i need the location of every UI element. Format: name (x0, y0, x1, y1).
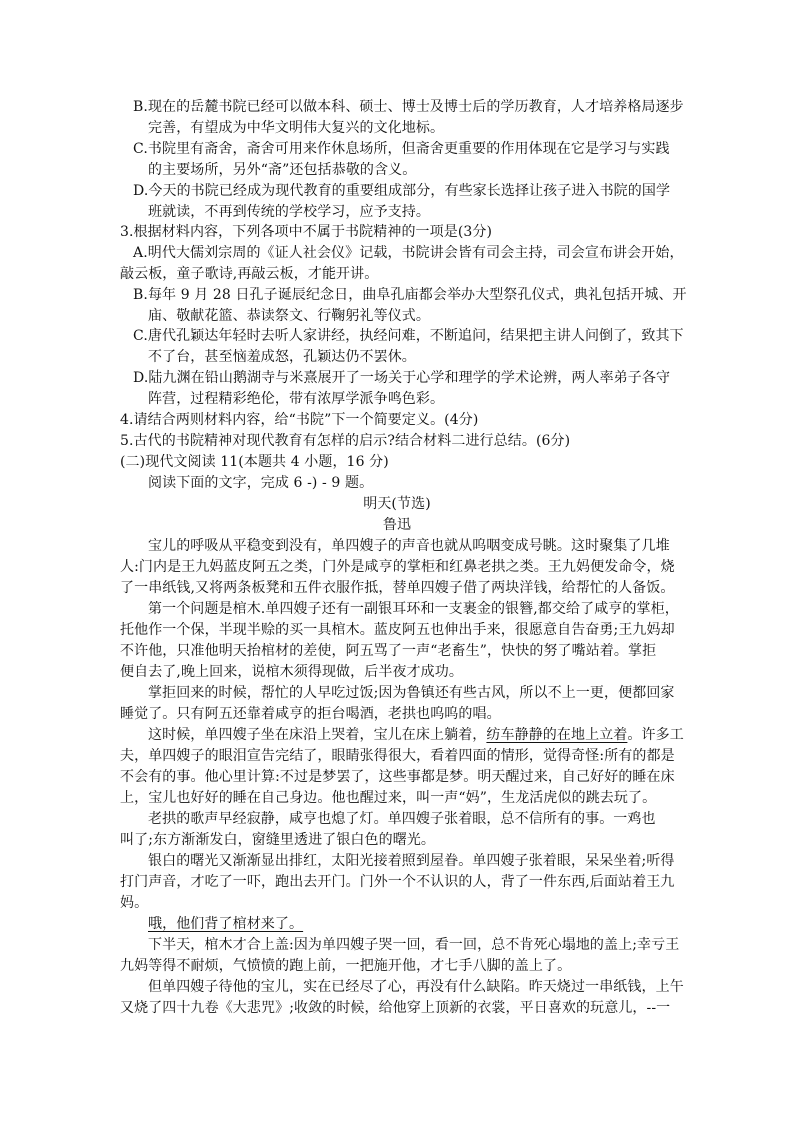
q3-stem: 3.根据材料内容，下列各项中不属于书院精神的一项是(3分) (120, 224, 493, 240)
passage-p2-line3: 不许他，只准他明天抬棺材的差使，阿五骂了一声“老畜生”，快快的努了嘴站着。掌拒 (120, 643, 657, 659)
q3-option-c-line1: C.唐代孔颖达年轻时去听人家讲经，执经问难，不断追问，结果把主讲人问倒了，致其下 (133, 328, 684, 344)
passage-p4-line2: 夫，单四嫂子的眼泪宣告完结了，眼睛张得很大，看着四面的情形，觉得奇怪:所有的都是 (120, 748, 675, 764)
passage-p1-line2: 人:门内是王九妈蓝皮阿五之类，门外是咸亨的掌柜和红鼻老拱之类。王九妈便发命令，烧 (120, 559, 675, 575)
q3-option-b-line1: B.每年 9 月 28 日孔子诞辰纪念日，曲阜孔庙都会举办大型祭孔仪式，典礼包括开城、开 (133, 287, 687, 303)
q2-option-d-line1: D.今天的书院已经成为现代教育的重要组成部分，有些家长选择让孩子进入书院的国学 (133, 183, 671, 199)
q3-option-d-line2: 阵营，过程精彩绝伦，带有浓厚学派争鸣色彩。 (148, 391, 445, 407)
q4: 4.请结合两则材料内容，给“书院”下一个简要定义。(4分) (120, 412, 479, 428)
passage-p5-line2: 叫了;东方渐渐发白，窗缝里透进了银白色的曙光。 (120, 832, 436, 848)
passage-p9-line1: 但单四嫂子待他的宝儿，实在已经尽了心，再没有什么缺陷。昨天烧过一串纸钱，上午 (148, 979, 684, 995)
q3-option-b-line2: 庙、敬献花篮、恭读祭文、行鞠躬礼等仪式。 (148, 308, 430, 324)
passage-p2-line1: 第一个问题是棺木.单四嫂子还有一副银耳环和一支裹金的银簪,都交给了咸亨的掌柜， (148, 601, 679, 617)
passage-p6-line1: 银白的曙光又渐渐显出排红，太阳光接着照到屋眷。单四嫂子张着眼，呆呆坐着;听得 (148, 853, 675, 869)
passage-p4-line1 (148, 725, 684, 745)
q5: 5.古代的书院精神对现代教育有怎样的启示?结合材料二进行总结。(6分) (120, 433, 571, 449)
passage-p4-text-b: 。许多工 (627, 727, 684, 743)
passage-p4-line3: 不会有的事。他心里计算:不过是梦罢了，这些事都是梦。明天醒过来，自己好好的睡在床 (120, 769, 675, 785)
passage-p4-text-a: 这时候，单四嫂子坐在床沿上哭着，宝儿在床上躺着， (148, 727, 487, 743)
reading-instruction: 阅读下面的文字，完成 6 -) - 9 题。 (148, 475, 374, 491)
passage-p4-underlined-phrase: 纺车静静的在地上立着 (486, 727, 628, 743)
passage-p7-underlined: 哦，他们背了棺材来了。 (148, 916, 304, 932)
passage-title: 明天(节选) (363, 496, 431, 512)
passage-p8-line2: 九妈等得不耐烦，气愤愤的跑上前，一把施开他，才七手八脚的盖上了。 (120, 958, 572, 974)
passage-author: 鲁迅 (382, 517, 412, 533)
section-heading: (二)现代文阅读 11(本题共 4 小题，16 分) (120, 454, 389, 470)
q2-option-c-line1: C.书院里有斋舍，斋舍可用来作休息场所，但斋舍更重要的作用体现在它是学习与实践 (133, 141, 670, 157)
q3-option-d-line1: D.陆九渊在铅山鹅湖寺与米熹展开了一场关于心学和理学的学术论辨，两人率弟子各守 (133, 370, 671, 386)
passage-p2-line2: 托他作一个保，半现半赊的买一具棺木。蓝皮阿五也伸出手来，很愿意自告奋勇;王九妈却 (120, 622, 675, 638)
q3-option-c-line2: 不了台，甚至恼羞成怒，孔颖达仍不罢休。 (148, 349, 416, 365)
passage-p4-line4: 上，宝儿也好好的睡在自己身边。他也醒过来，叫一声“妈”，生龙活虎似的跳去玩了。 (120, 790, 657, 806)
q2-option-d-line2: 班就读，不再到传统的学校学习，应予支持。 (148, 204, 430, 220)
passage-p8-line1: 下半天，棺木才合上盖:因为单四嫂子哭一回，看一回，总不肯死心塌地的盖上;幸亏王 (148, 937, 680, 953)
passage-p1-line3: 了一串纸钱,又将两条板凳和五件衣服作抵，替单四嫂子借了两块洋钱，给帮忙的人备饭。 (120, 580, 675, 596)
passage-p3-line1: 掌拒回来的时候，帮忙的人早吃过饭;因为鲁镇还有些古风，所以不上一更，便都回家 (148, 685, 675, 701)
passage-p6-line2: 打门声音，才吃了一吓，跑出去开门。门外一个不认识的人，背了一件东西,后面站着王九 (120, 874, 675, 890)
passage-p1-line1: 宝儿的呼吸从平稳变到没有，单四嫂子的声音也就从呜咽变成号眺。这时聚集了几堆 (148, 538, 670, 554)
passage-p5-line1: 老拱的歌声早经寂静，咸亨也熄了灯。单四嫂子张着眼，总不信所有的事。一鸡也 (148, 811, 656, 827)
q3-option-a-line2: 敲云板，童子歌诗,再敲云板，才能开讲。 (120, 266, 379, 282)
q2-option-b-line1: B.现在的岳麓书院已经可以做本科、硕士、博士及博士后的学历教育，人才培养格局逐步 (133, 99, 684, 115)
q2-option-c-line2: 的主要场所，另外“斋”还包括恭敬的含义。 (148, 162, 417, 178)
passage-p9-line2: 又烧了四十九卷《大悲咒》;收敛的时候，给他穿上顶新的衣裳，平日喜欢的玩意儿，--一 (120, 1000, 671, 1016)
q3-option-a-line1: A.明代大儒刘宗周的《证人社会仪》记载，书院讲会皆有司会主持，司会宣布讲会开始， (133, 245, 684, 261)
q2-option-b-line2: 完善，有望成为中华文明伟大复兴的文化地标。 (148, 120, 445, 136)
passage-p6-line3: 妈。 (120, 895, 149, 911)
passage-p2-line4: 便自去了,晚上回来，说棺木须得现做，后半夜才成功。 (120, 664, 463, 680)
passage-p3-line2: 睡觉了。只有阿五还靠着咸亨的拒台喝酒，老拱也呜呜的唱。 (120, 706, 501, 722)
